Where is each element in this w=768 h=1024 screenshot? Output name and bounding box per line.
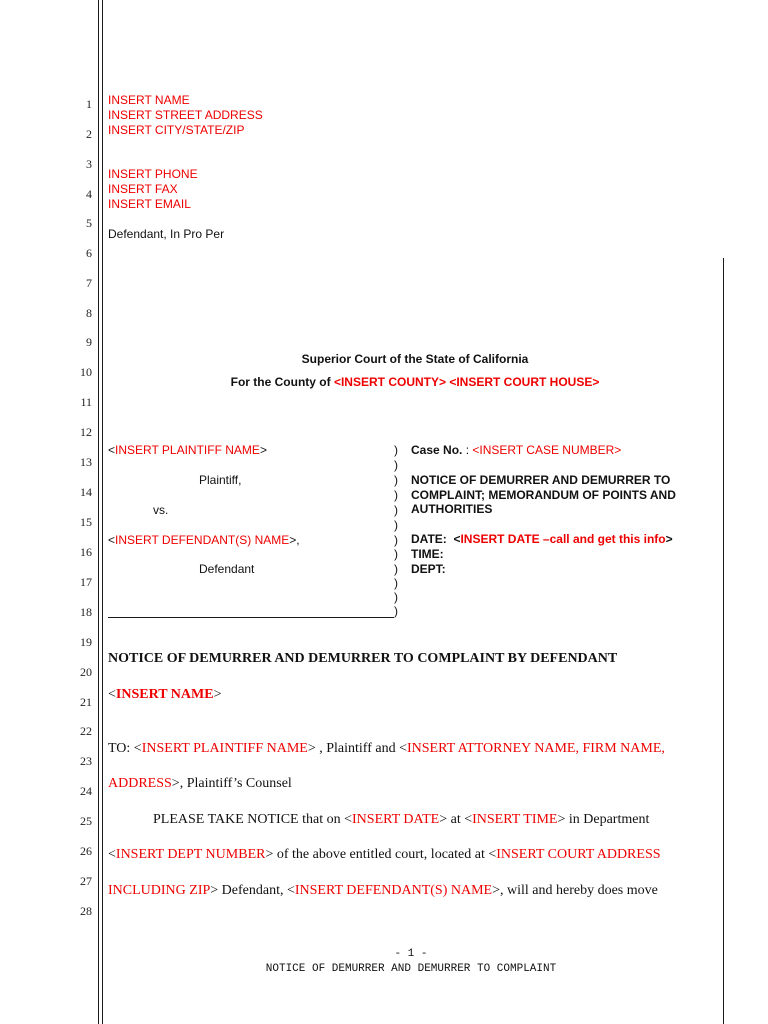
left-margin-rule-outer [98, 0, 99, 1024]
hearing-date-label: DATE: [411, 532, 447, 546]
line-number: 8 [86, 306, 92, 320]
page-number: - 1 - [394, 948, 428, 960]
bracket-open: < [108, 533, 116, 547]
to-line-2 [108, 775, 292, 793]
line-number: 15 [80, 515, 92, 529]
case-number-label: Case No. [411, 443, 463, 457]
line-number: 6 [86, 246, 92, 260]
bracket-close: > [665, 532, 673, 546]
document-title-line-1: NOTICE OF DEMURRER AND DEMURRER TO [411, 473, 671, 487]
case-number-sep: : [462, 443, 473, 457]
line-number: 5 [86, 216, 92, 230]
notice-mid: > of the above entitled court, located at < [265, 847, 497, 862]
bracket-close: >, [289, 533, 300, 547]
to-end: >, Plaintiff’s Counsel [171, 776, 292, 791]
heading-name-placeholder: INSERT NAME [115, 687, 214, 702]
paren: ) [394, 473, 398, 487]
notice-dept-placeholder: INSERT DEPT NUMBER [115, 847, 266, 862]
court-county-prefix: For the County of [230, 375, 334, 389]
line-number: 27 [80, 874, 92, 888]
case-number-placeholder: <INSERT CASE NUMBER> [472, 443, 622, 457]
line-number: 14 [80, 485, 92, 499]
notice-defendant-mid: > Defendant, < [210, 883, 295, 898]
caption-underline [108, 617, 394, 618]
hearing-date-placeholder: INSERT DATE –call and get this info [460, 532, 666, 546]
line-number: 12 [80, 425, 92, 439]
document-title-line-3: AUTHORITIES [411, 502, 493, 516]
line-number: 3 [86, 157, 92, 171]
bracket-close: > [259, 443, 267, 457]
bracket-open: < [108, 687, 116, 702]
line-number: 16 [80, 545, 92, 559]
line-number: 1 [86, 97, 92, 111]
notice-zip-placeholder: INCLUDING ZIP [108, 883, 211, 898]
bracket-close: > [213, 687, 222, 702]
notice-date-placeholder: INSERT DATE [352, 812, 440, 827]
paren: ) [394, 518, 398, 532]
line-number: 25 [80, 814, 92, 828]
paren: ) [394, 562, 398, 576]
line-number: 21 [80, 695, 92, 709]
line-number: 7 [86, 276, 92, 290]
case-number-line [411, 443, 621, 458]
party-role: Defendant, In Pro Per [108, 227, 225, 241]
bracket-open: < [108, 443, 116, 457]
plaintiff-label: Plaintiff, [199, 473, 242, 487]
body-heading: NOTICE OF DEMURRER AND DEMURRER TO COMPLAINT BY DEFENDANT [108, 651, 618, 666]
paren: ) [394, 547, 398, 561]
document-title-line-2: COMPLAINT; MEMORANDUM OF POINTS AND [411, 488, 676, 502]
paren: ) [394, 503, 398, 517]
notice-dept-end: > in Department [557, 812, 650, 827]
defendant-name-line [108, 533, 300, 548]
body-heading-name-line [108, 686, 221, 704]
party-email: INSERT EMAIL [108, 197, 191, 211]
notice-line-3 [108, 882, 658, 900]
to-address-placeholder: ADDRESS [108, 776, 172, 791]
paren: ) [394, 576, 398, 590]
paren: ) [394, 443, 398, 457]
right-margin-rule [723, 258, 724, 1024]
notice-start: PLEASE TAKE NOTICE that on < [153, 812, 353, 827]
versus-label: vs. [153, 503, 169, 517]
line-number: 17 [80, 575, 92, 589]
line-number: 18 [80, 605, 92, 619]
to-plaintiff-placeholder: INSERT PLAINTIFF NAME [141, 741, 308, 756]
notice-end: >, will and hereby does move [492, 883, 658, 898]
to-prefix: TO: < [108, 741, 142, 756]
hearing-time-label: TIME: [411, 547, 444, 561]
party-street: INSERT STREET ADDRESS [108, 108, 263, 122]
paren: ) [394, 488, 398, 502]
defendant-name-placeholder: INSERT DEFENDANT(S) NAME [115, 533, 290, 547]
hearing-date-line [411, 532, 673, 547]
line-number: 2 [86, 127, 92, 141]
line-number: 19 [80, 635, 92, 649]
paren: ) [394, 604, 398, 618]
line-number: 9 [86, 335, 92, 349]
court-county-placeholder: <INSERT COUNTY> <INSERT COURT HOUSE> [333, 375, 600, 389]
bracket-open: < [453, 532, 461, 546]
footer-title: NOTICE OF DEMURRER AND DEMURRER TO COMPLAINT [265, 963, 557, 975]
line-number: 24 [80, 784, 92, 798]
notice-court-address-placeholder: INSERT COURT ADDRESS [496, 847, 661, 862]
party-fax: INSERT FAX [108, 182, 178, 196]
left-margin-rule-inner [102, 0, 103, 1024]
notice-line-1 [153, 811, 649, 829]
party-city: INSERT CITY/STATE/ZIP [108, 123, 245, 137]
notice-defendant-placeholder: INSERT DEFENDANT(S) NAME [294, 883, 493, 898]
plaintiff-name-placeholder: INSERT PLAINTIFF NAME [115, 443, 260, 457]
line-number: 22 [80, 724, 92, 738]
party-name: INSERT NAME [108, 93, 190, 107]
to-mid: > , Plaintiff and < [307, 741, 407, 756]
bracket-open: < [108, 847, 116, 862]
court-title: Superior Court of the State of California [301, 352, 529, 366]
notice-time-placeholder: INSERT TIME [472, 812, 558, 827]
paren: ) [394, 458, 398, 472]
line-number: 11 [80, 395, 92, 409]
line-number: 23 [80, 754, 92, 768]
line-number: 13 [80, 455, 92, 469]
to-line-1 [108, 740, 665, 758]
line-number: 20 [80, 665, 92, 679]
line-number: 28 [80, 904, 92, 918]
line-number: 4 [86, 187, 92, 201]
paren: ) [394, 533, 398, 547]
hearing-dept-label: DEPT: [411, 562, 446, 576]
plaintiff-name-line [108, 443, 267, 458]
notice-line-2 [108, 846, 661, 864]
paren: ) [394, 590, 398, 604]
defendant-label: Defendant [199, 562, 255, 576]
to-attorney-placeholder: INSERT ATTORNEY NAME, FIRM NAME, [406, 741, 665, 756]
notice-at: > at < [439, 812, 473, 827]
party-phone: INSERT PHONE [108, 167, 198, 181]
line-number: 10 [80, 365, 92, 379]
line-number: 26 [80, 844, 92, 858]
court-county-line [108, 375, 722, 390]
